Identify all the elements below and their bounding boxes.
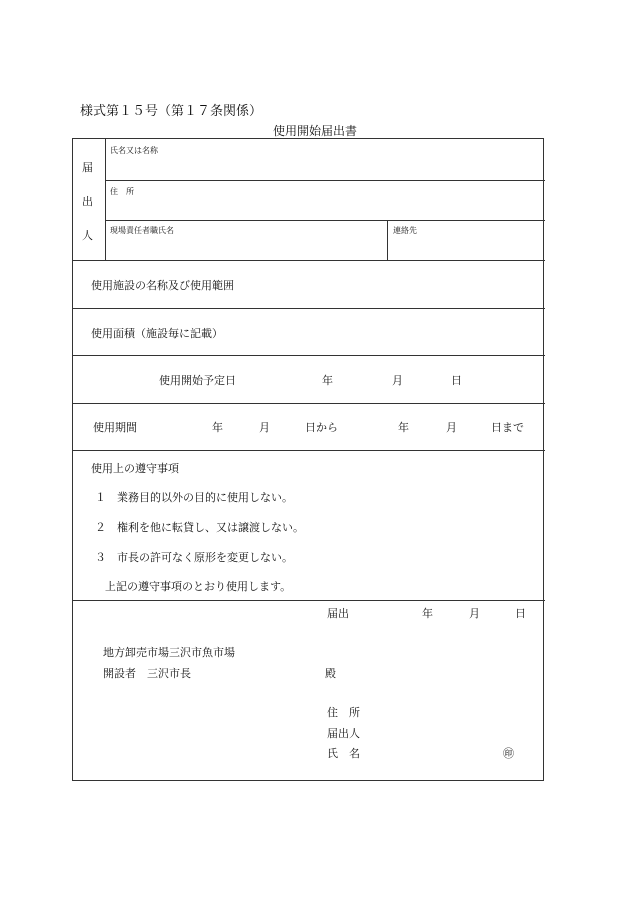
period-from-month: 月 xyxy=(259,421,270,434)
start-year: 年 xyxy=(322,374,333,387)
period-from-year: 年 xyxy=(212,421,223,434)
divider-period xyxy=(73,450,545,451)
submission-date-label: 届出 xyxy=(327,607,349,620)
rule-item-3: ３ 市長の許可なく原形を変更しない。 xyxy=(95,551,293,564)
period-to-month: 月 xyxy=(446,421,457,434)
applicant-side-char-1: 届 xyxy=(82,161,93,174)
divider-start xyxy=(73,403,545,404)
period-label: 使用期間 xyxy=(93,421,137,434)
divider-applicant xyxy=(73,260,545,261)
establisher: 開設者 三沢市長 xyxy=(103,667,191,680)
applicant-side-char-2: 出 xyxy=(82,195,93,208)
market-name: 地方卸売市場三沢市魚市場 xyxy=(103,646,235,659)
applicant-side-char-3: 人 xyxy=(82,229,93,242)
period-from-day: 日から xyxy=(305,421,338,434)
rule-item-2: ２ 権利を他に転貸し、又は譲渡しない。 xyxy=(95,521,304,534)
start-date-label: 使用開始予定日 xyxy=(159,374,236,387)
manager-label: 現場責任者職氏名 xyxy=(110,226,174,235)
form-table xyxy=(72,138,544,781)
submission-year: 年 xyxy=(422,607,433,620)
submission-month: 月 xyxy=(469,607,480,620)
submitter-name-label: 氏 名 xyxy=(327,747,360,760)
rule-item-1: １ 業務目的以外の目的に使用しない。 xyxy=(95,491,293,504)
submitter-label: 届出人 xyxy=(327,727,360,740)
divider-side-column xyxy=(105,139,106,260)
divider-contact xyxy=(387,220,388,260)
start-month: 月 xyxy=(392,374,403,387)
submitter-address-label: 住 所 xyxy=(327,706,360,719)
area-label: 使用面積（施設毎に記載） xyxy=(91,327,223,340)
divider-address xyxy=(105,220,545,221)
period-to-day: 日まで xyxy=(491,421,524,434)
form-reference: 様式第１５号（第１７条関係） xyxy=(80,104,263,119)
rules-heading: 使用上の遵守事項 xyxy=(91,462,179,475)
seal-mark: ㊞ xyxy=(503,747,514,760)
divider-facility xyxy=(73,308,545,309)
divider-area xyxy=(73,355,545,356)
honorific: 殿 xyxy=(325,667,336,680)
facility-label: 使用施設の名称及び使用範囲 xyxy=(91,279,234,292)
submission-day: 日 xyxy=(515,607,526,620)
document-title: 使用開始届出書 xyxy=(272,124,357,138)
period-to-year: 年 xyxy=(398,421,409,434)
divider-rules xyxy=(73,600,545,601)
contact-label: 連絡先 xyxy=(393,226,417,235)
start-day: 日 xyxy=(451,374,462,387)
address-label: 住 所 xyxy=(110,187,134,196)
divider-name xyxy=(105,180,545,181)
rules-pledge: 上記の遵守事項のとおり使用します。 xyxy=(105,580,292,593)
name-label: 氏名又は名称 xyxy=(110,146,158,155)
